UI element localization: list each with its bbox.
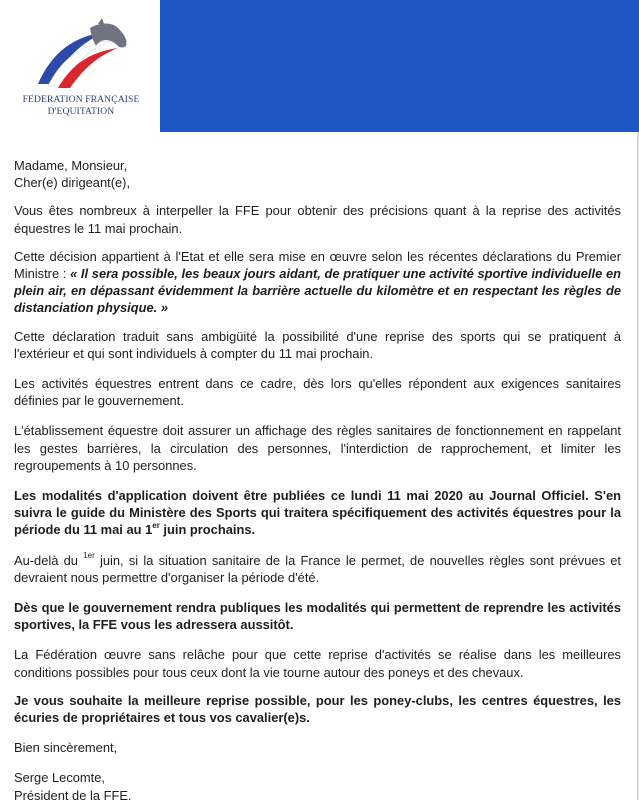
signature-title: Président de la FFE. [14,787,132,803]
paragraph-9: La Fédération œuvre sans relâche pour que cette reprise d'activités se réalise dans les meilleures conditions possibles pour tous ceux dont la vie tourne autour des poneys et des chevaux. [14,647,621,680]
horse-head-icon [28,18,132,92]
superscript: 1er [83,551,95,561]
logo-text [18,94,144,117]
paragraph-8: Dès que le gouvernement rendra publiques les modalités qui permettent de reprendre les activités sportives, la FFE vous les adressera aussitôt. [14,600,621,633]
superscript: er [152,521,160,531]
paragraph-6 [14,487,621,539]
paragraph-6-text: Les modalités d'application doivent être publiées ce lundi 11 mai 2020 au Journal Officiel. S'en suivra le guide du Ministère des Sports qui traitera spécifiquement des activités équestres pour la période du 11 mai au 1 [14,488,621,538]
logo-line-1: FEDERATION FRANÇAISE [22,94,140,105]
signature-name: Serge Lecomte, [14,770,106,786]
paragraph-4: Les activités équestres entrent dans ce cadre, dès lors qu'elles répondent aux exigences sanitaires définies par le gouvernement. [14,376,621,409]
closing: Bien sincèrement, [14,740,118,756]
paragraph-6-end: juin prochains. [159,522,256,538]
letterhead [0,0,639,132]
prime-minister-quote: « Il sera possible, les beaux jours aidant, de pratiquer une activité sportive individuelle en plein air, en dépassant évidemment la barrière actuelle du kilomètre et en respectant les règles de distanciation physique. » [14,266,621,316]
header-bar [160,0,639,132]
paragraph-1: Vous êtes nombreux à interpeller la FFE pour obtenir des précisions quant à la reprise des activités équestres le 11 mai prochain. [14,203,621,236]
paragraph-2-intro: Cette décision appartient à l'Etat et elle sera mise en œuvre selon les récentes déclarations du Premier Ministre : [14,248,621,282]
logo [0,0,160,132]
paragraph-3: Cette déclaration traduit sans ambigüité la possibilité d'une reprise des sports qui se pratiquent à l'extérieur et qui sont individuels à compter du 11 mai prochain. [14,328,621,361]
paragraph-7-text: juin, si la situation sanitaire de la France le permet, de nouvelles règles sont prévues et devraient nous permettre d'organiser la période d'été. [14,552,621,585]
paragraph-7-start: Au-delà du [14,552,84,568]
letter-body [14,157,621,804]
paragraph-2 [14,248,621,317]
paragraph-5: L'établissement équestre doit assurer un affichage des règles sanitaires de fonctionnement en rappelant les gestes barrières, la circulation des personnes, l'interdiction de rapprochement, et limiter les regroupements à 10 personnes. [14,423,621,473]
paragraph-7 [14,552,621,586]
logo-line-2: D'EQUITATION [47,105,115,117]
paragraph-10: Je vous souhaite la meilleure reprise possible, pour les poney-clubs, les centres équestres, les écuries de propriétaires et tous vos cavalier(e)s. [14,692,621,726]
salutation-line-2: Cher(e) dirigeant(e), [14,175,131,191]
salutation-line-1: Madame, Monsieur, [14,158,128,173]
